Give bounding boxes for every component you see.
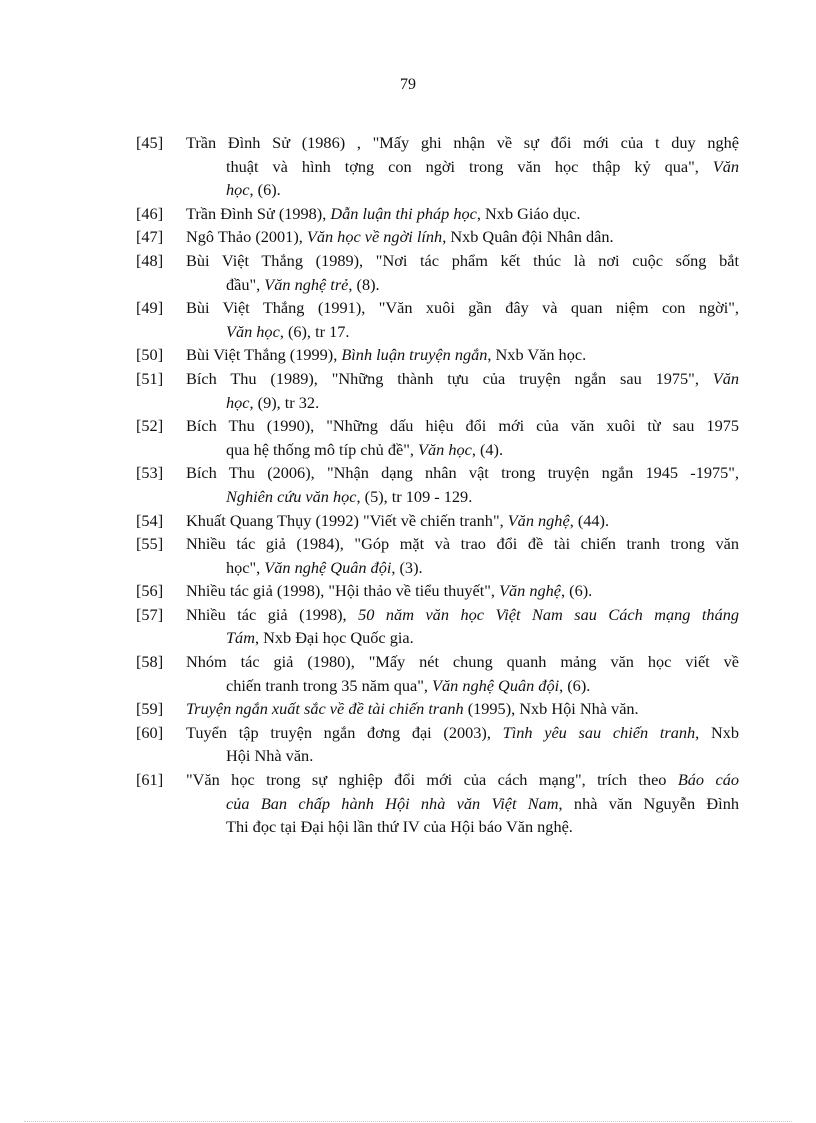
italic-title: Văn nghệ trẻ <box>264 274 349 294</box>
reference-line <box>186 461 739 485</box>
reference-segment: , (5), tr 109 - 129. <box>356 486 473 506</box>
reference-text <box>186 343 739 367</box>
reference-segment: , (6). <box>559 675 591 695</box>
reference-text <box>186 367 739 414</box>
reference-segment: Nhiều tác giả (1984), "Góp mặt và trao đổi đề tài chiến tranh trong văn <box>186 534 739 554</box>
reference-segment: Hội Nhà văn. <box>226 746 314 766</box>
reference-segment: chiến tranh trong 35 năm qua", <box>226 675 433 695</box>
reference-number: [59] <box>136 699 164 719</box>
reference-line <box>186 556 739 580</box>
reference-line <box>186 532 739 556</box>
reference-number: [52] <box>136 416 164 436</box>
reference-line <box>186 178 739 202</box>
italic-title: Dẫn luận thi pháp học <box>330 203 477 223</box>
reference-number: [55] <box>136 534 164 554</box>
reference-entry <box>136 131 739 202</box>
reference-segment: , (44). <box>569 510 610 530</box>
reference-segment: Bích Thu (1989), "Những thành tựu của truyện ngắn sau 1975", <box>186 368 713 388</box>
reference-line <box>186 744 739 768</box>
reference-number: [60] <box>136 722 164 742</box>
reference-number: [57] <box>136 604 164 624</box>
reference-segment: Nhóm tác giả (1980), "Mấy nét chung quanh mảng văn học viết về <box>186 652 739 672</box>
reference-number: [58] <box>136 652 164 672</box>
reference-entry <box>136 202 739 226</box>
reference-line <box>186 721 739 745</box>
reference-entry <box>136 296 739 343</box>
reference-line <box>186 674 739 698</box>
reference-line <box>186 438 739 462</box>
reference-segment: , (6). <box>561 581 593 601</box>
reference-text <box>186 532 739 579</box>
reference-line <box>186 296 739 320</box>
reference-segment: , Nxb <box>695 722 739 742</box>
reference-line <box>186 131 739 155</box>
reference-list <box>136 131 739 839</box>
italic-title: của Ban chấp hành Hội nhà văn Việt Nam <box>226 793 559 813</box>
reference-segment: Bùi Việt Thắng (1989), "Nơi tác phẩm kết thúc là nơi cuộc sống bắt <box>186 250 739 270</box>
italic-title: Văn <box>712 156 739 176</box>
italic-title: Văn học về ngời lính <box>306 227 443 247</box>
reference-text <box>186 225 739 249</box>
reference-segment: Thi đọc tại Đại hội lần thứ IV của Hội báo Văn nghệ. <box>226 817 573 837</box>
reference-segment: Bích Thu (1990), "Những dấu hiệu đổi mới của văn xuôi từ sau 1975 <box>186 416 739 436</box>
reference-line <box>186 249 739 273</box>
reference-segment: (1995), Nxb Hội Nhà văn. <box>463 699 639 719</box>
reference-segment: Khuất Quang Thụy (1992) "Viết về chiến tranh", <box>186 510 508 530</box>
italic-title: Văn học <box>226 321 280 341</box>
italic-title: Văn <box>712 368 739 388</box>
reference-text <box>186 202 739 226</box>
reference-entry <box>136 603 739 650</box>
reference-text <box>186 768 739 839</box>
italic-title: Báo cáo <box>677 770 739 790</box>
reference-entry <box>136 461 739 508</box>
reference-text <box>186 650 739 697</box>
bottom-dotted-rule <box>24 1121 792 1122</box>
reference-text <box>186 579 739 603</box>
reference-segment: , (6), tr 17. <box>279 321 350 341</box>
reference-segment: thuật và hình tợng con ngời trong văn học thập kỷ qua", <box>226 156 713 176</box>
reference-text <box>186 697 739 721</box>
reference-entry <box>136 225 739 249</box>
reference-number: [47] <box>136 227 164 247</box>
reference-entry <box>136 343 739 367</box>
reference-segment: Nhiều tác giả (1998), <box>186 604 359 624</box>
italic-title: Văn học <box>418 439 472 459</box>
italic-title: Văn nghệ <box>507 510 570 530</box>
reference-segment: , (9), tr 32. <box>249 392 320 412</box>
reference-text <box>186 414 739 461</box>
reference-entry <box>136 509 739 533</box>
reference-entry <box>136 532 739 579</box>
italic-title: Tám <box>226 628 255 648</box>
reference-segment: Bùi Việt Thắng (1999), <box>186 345 342 365</box>
reference-line <box>186 273 739 297</box>
reference-line <box>186 603 739 627</box>
reference-text <box>186 296 739 343</box>
italic-title: Bình luận truyện ngắn <box>341 345 488 365</box>
reference-segment: Nhiều tác giả (1998), "Hội thảo về tiểu thuyết", <box>186 581 500 601</box>
reference-segment: học", <box>226 557 265 577</box>
reference-line <box>186 792 739 816</box>
reference-segment: Trần Đình Sử (1986) , "Mấy ghi nhận về sự đổi mới của t duy nghệ <box>186 133 739 152</box>
reference-line <box>186 391 739 415</box>
reference-segment: qua hệ thống mô típ chủ đề", <box>226 439 419 459</box>
reference-line <box>186 579 739 603</box>
reference-entry <box>136 249 739 296</box>
reference-number: [61] <box>136 770 164 790</box>
reference-number: [46] <box>136 203 164 223</box>
reference-line <box>186 343 739 367</box>
reference-line <box>186 367 739 391</box>
reference-line <box>186 626 739 650</box>
reference-line <box>186 815 739 839</box>
reference-entry <box>136 414 739 461</box>
page-number: 79 <box>400 76 416 93</box>
reference-segment: , (6). <box>249 180 281 200</box>
reference-line <box>186 155 739 179</box>
reference-entry <box>136 768 739 839</box>
italic-title: học <box>226 180 250 200</box>
italic-title: học <box>226 392 250 412</box>
reference-segment: , (4). <box>471 439 504 459</box>
reference-text <box>186 249 739 296</box>
italic-title: Truyện ngắn xuất sắc về đề tài chiến tranh <box>186 699 464 719</box>
reference-number: [51] <box>136 368 164 388</box>
reference-number: [53] <box>136 463 164 483</box>
reference-number: [45] <box>136 133 164 152</box>
italic-title: Văn nghệ <box>499 581 562 601</box>
reference-number: [50] <box>136 345 164 365</box>
reference-text <box>186 461 739 508</box>
reference-line <box>186 485 739 509</box>
reference-line <box>186 650 739 674</box>
italic-title: Văn nghệ Quân đội <box>432 675 560 695</box>
reference-segment: Bích Thu (2006), "Nhận dạng nhân vật trong truyện ngắn 1945 -1975", <box>186 463 739 483</box>
reference-text <box>186 131 739 202</box>
reference-entry <box>136 721 739 768</box>
italic-title: 50 năm văn học Việt Nam sau Cách mạng tháng <box>358 604 739 624</box>
reference-segment: , Nxb Quân đội Nhân dân. <box>442 227 614 247</box>
reference-segment: đầu", <box>226 274 265 294</box>
reference-line <box>186 768 739 792</box>
reference-segment: , Nxb Giáo dục. <box>476 203 581 223</box>
reference-segment: , (8). <box>348 274 380 294</box>
reference-segment: "Văn học trong sự nghiệp đổi mới của cách mạng", trích theo <box>186 770 678 790</box>
reference-text <box>186 509 739 533</box>
reference-segment: , nhà văn Nguyễn Đình <box>558 793 739 813</box>
reference-segment: Trần Đình Sử (1998), <box>186 203 331 223</box>
reference-line <box>186 225 739 249</box>
reference-segment: , (3). <box>391 557 423 577</box>
reference-line <box>186 509 739 533</box>
reference-number: [54] <box>136 510 164 530</box>
reference-entry <box>136 697 739 721</box>
reference-text <box>186 603 739 650</box>
reference-line <box>186 202 739 226</box>
reference-text <box>186 721 739 768</box>
italic-title: Nghiên cứu văn học <box>226 486 357 506</box>
reference-line <box>186 414 739 438</box>
reference-number: [49] <box>136 298 164 318</box>
reference-segment: Ngô Thảo (2001), <box>186 227 307 247</box>
reference-entry <box>136 650 739 697</box>
reference-number: [48] <box>136 250 164 270</box>
italic-title: Tình yêu sau chiến tranh <box>502 722 696 742</box>
reference-number: [56] <box>136 581 164 601</box>
italic-title: Văn nghệ Quân đội <box>264 557 392 577</box>
reference-segment: Bùi Việt Thắng (1991), "Văn xuôi gần đây và quan niệm con ngời", <box>186 298 739 318</box>
reference-line <box>186 697 739 721</box>
reference-entry <box>136 579 739 603</box>
reference-segment: , Nxb Văn học. <box>487 345 587 365</box>
reference-line <box>186 320 739 344</box>
reference-entry <box>136 367 739 414</box>
reference-segment: Tuyển tập truyện ngắn đơng đại (2003), <box>186 722 503 742</box>
reference-segment: , Nxb Đại học Quốc gia. <box>254 628 414 648</box>
